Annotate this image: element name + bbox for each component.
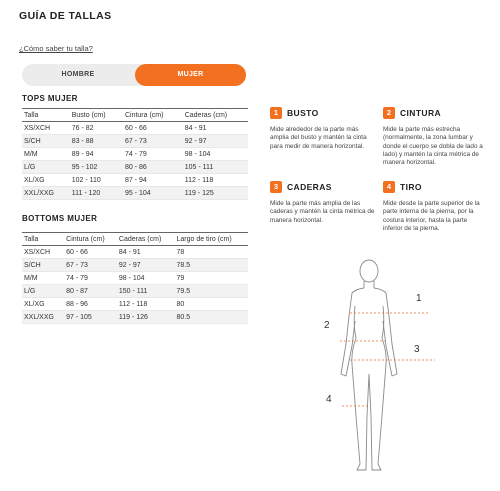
guide-title: TIRO xyxy=(400,182,422,192)
table-cell: L/G xyxy=(22,161,70,174)
table-cell: 74 - 79 xyxy=(123,148,183,161)
number-badge: 4 xyxy=(383,181,395,193)
table-cell: 98 - 104 xyxy=(183,148,248,161)
table-cell: XL/XG xyxy=(22,298,64,311)
how-to-measure-link[interactable]: ¿Cómo saber tu talla? xyxy=(19,44,93,53)
table-cell: 79 xyxy=(174,272,248,285)
body-measurement-figure xyxy=(300,256,490,481)
table-cell: L/G xyxy=(22,285,64,298)
column-header: Talla xyxy=(22,233,64,246)
table-header-row xyxy=(22,233,248,246)
guide-title: CADERAS xyxy=(287,182,332,192)
guide-title: BUSTO xyxy=(287,108,319,118)
bottoms-section-title: BOTTOMS MUJER xyxy=(22,214,98,223)
column-header: Largo de tiro (cm) xyxy=(174,233,248,246)
table-cell: XS/XCH xyxy=(22,122,70,135)
table-cell: S/CH xyxy=(22,135,70,148)
inseam-marker-label: 4 xyxy=(326,394,332,405)
table-cell: 60 - 66 xyxy=(123,122,183,135)
table-cell: 92 - 97 xyxy=(183,135,248,148)
guide-cintura xyxy=(383,106,488,167)
mujer-tab[interactable]: MUJER xyxy=(135,64,246,86)
table-cell: 97 - 105 xyxy=(64,311,117,324)
table-row xyxy=(22,148,248,161)
guide-busto xyxy=(270,106,375,151)
table-cell: 79.5 xyxy=(174,285,248,298)
table-cell: 95 - 104 xyxy=(123,187,183,200)
table-row xyxy=(22,161,248,174)
table-cell: 76 - 82 xyxy=(70,122,123,135)
guide-title: CINTURA xyxy=(400,108,442,118)
table-cell: 78 xyxy=(174,246,248,259)
guide-description: Mide alrededor de la parte más amplia del busto y mantén la cinta para medir de manera horizontal. xyxy=(270,126,367,150)
table-cell: S/CH xyxy=(22,259,64,272)
table-cell: 84 - 91 xyxy=(183,122,248,135)
column-header: Cintura (cm) xyxy=(64,233,117,246)
table-cell: 84 - 91 xyxy=(117,246,175,259)
table-row xyxy=(22,122,248,135)
number-badge: 1 xyxy=(270,107,282,119)
table-cell: 80 - 86 xyxy=(123,161,183,174)
table-cell: 80.5 xyxy=(174,311,248,324)
table-cell: 67 - 73 xyxy=(64,259,117,272)
table-cell: 88 - 96 xyxy=(64,298,117,311)
page-title: GUÍA DE TALLAS xyxy=(19,10,112,22)
table-cell: XL/XG xyxy=(22,174,70,187)
table-header-row xyxy=(22,109,248,122)
table-cell: 119 - 126 xyxy=(117,311,175,324)
table-row xyxy=(22,272,248,285)
table-cell: 105 - 111 xyxy=(183,161,248,174)
table-cell: XXL/XXG xyxy=(22,187,70,200)
tops-size-table xyxy=(22,108,248,200)
table-cell: XS/XCH xyxy=(22,246,64,259)
column-header: Caderas (cm) xyxy=(117,233,175,246)
table-cell: 80 - 87 xyxy=(64,285,117,298)
table-row xyxy=(22,311,248,324)
table-cell: 89 - 94 xyxy=(70,148,123,161)
woman-silhouette-icon xyxy=(341,260,397,470)
table-row xyxy=(22,187,248,200)
column-header: Talla xyxy=(22,109,70,122)
table-cell: 112 - 118 xyxy=(117,298,175,311)
hombre-tab[interactable]: HOMBRE xyxy=(61,71,95,78)
guide-caderas xyxy=(270,180,375,225)
table-cell: 78.5 xyxy=(174,259,248,272)
table-cell: M/M xyxy=(22,148,70,161)
hip-marker-label: 3 xyxy=(414,344,420,355)
guide-description: Mide la parte más estrecha (normalmente, la zona lumbar y donde el cuerpo se dobla de lado a lado) y mantén la cinta métrica de manera horizontal. xyxy=(383,126,483,167)
gender-toggle xyxy=(22,64,246,86)
waist-marker-label: 2 xyxy=(324,320,330,331)
guide-description: Mide desde la parte superior de la parte interna de la pierna, por la costura interior, hasta la parte inferior de la pierna. xyxy=(383,200,480,232)
bust-marker-label: 1 xyxy=(416,293,422,304)
table-cell: XXL/XXG xyxy=(22,311,64,324)
table-row xyxy=(22,135,248,148)
column-header: Caderas (cm) xyxy=(183,109,248,122)
column-header: Busto (cm) xyxy=(70,109,123,122)
number-badge: 3 xyxy=(270,181,282,193)
column-header: Cintura (cm) xyxy=(123,109,183,122)
number-badge: 2 xyxy=(383,107,395,119)
table-cell: 83 - 88 xyxy=(70,135,123,148)
tops-section-title: TOPS MUJER xyxy=(22,94,78,103)
table-cell: 150 - 111 xyxy=(117,285,175,298)
table-cell: 60 - 66 xyxy=(64,246,117,259)
table-cell: 80 xyxy=(174,298,248,311)
table-cell: 95 - 102 xyxy=(70,161,123,174)
table-cell: 92 - 97 xyxy=(117,259,175,272)
table-cell: 119 - 125 xyxy=(183,187,248,200)
table-cell: 112 - 118 xyxy=(183,174,248,187)
bottoms-size-table xyxy=(22,232,248,324)
table-cell: 74 - 79 xyxy=(64,272,117,285)
table-cell: 102 - 110 xyxy=(70,174,123,187)
table-cell: 98 - 104 xyxy=(117,272,175,285)
table-cell: M/M xyxy=(22,272,64,285)
guide-description: Mide la parte más amplia de las caderas y mantén la cinta métrica de manera horizontal. xyxy=(270,200,375,224)
table-cell: 111 - 120 xyxy=(70,187,123,200)
table-row xyxy=(22,174,248,187)
table-row xyxy=(22,285,248,298)
guide-tiro xyxy=(383,180,488,233)
table-row xyxy=(22,246,248,259)
table-row xyxy=(22,259,248,272)
table-cell: 87 - 94 xyxy=(123,174,183,187)
table-cell: 67 - 73 xyxy=(123,135,183,148)
table-row xyxy=(22,298,248,311)
